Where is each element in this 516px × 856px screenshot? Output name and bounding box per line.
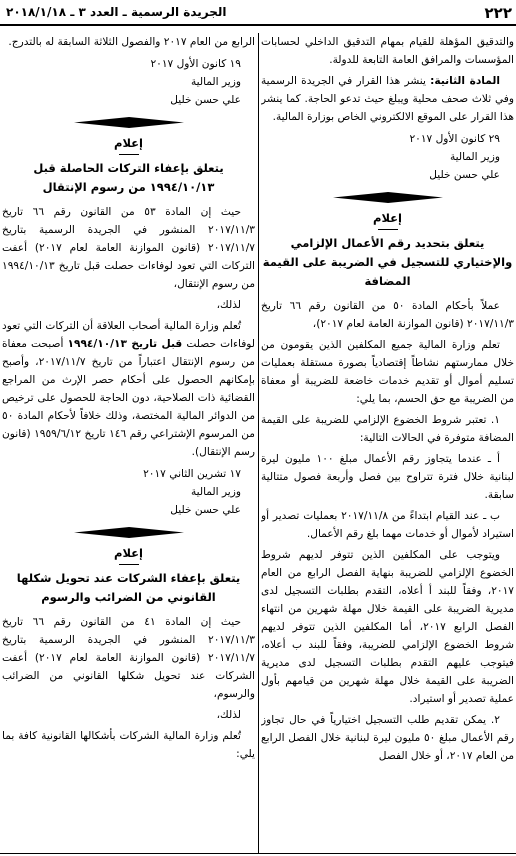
notice-paragraph: ٢. يمكن تقديم طلب التسجيل اختيارياً في حال تجاوز رقم الأعمال مبلغ ٥٠ مليون ليرة لبنانية خلال الفصل الرابع من العام ٢٠١٧، أو خلال الفصل	[261, 714, 514, 762]
article-two-text: ينشر هذا القرار في الجريدة الرسمية وفي ثلاث صحف محلية ويبلغ حيث تدعو الحاجة. كما ينشر هذا القرار على الموقع الالكتروني الخاص بوزارة المالية.	[261, 75, 514, 123]
notice-paragraph	[2, 317, 255, 461]
notice-paragraph: تعلم وزارة المالية جميع المكلفين الذين يقومون من خلال ممارستهم نشاطاً إقتصادياً بصورة مستقلة بعمليات تسليم أموال أو تقديم خدمات خاضعة للضريبة أو معفاة من الضريبة مع حق الحسم، بما يلي:	[261, 339, 514, 405]
notice-bold-date: قبل تاريخ ١٩٩٤/١٠/١٣	[67, 338, 183, 350]
notice-paragraph: حيث إن المادة ٥٣ من القانون رقم ٦٦ تاريخ ٢٠١٧/١١/٣ المنشور في الجريدة الرسمية بتاريخ ٢٠١٧/١١/٧ (قانون الموازنة العامة لعام ٢٠١٧) أعفت التركات التي تعود لوفاءات حصلت قبل تاريخ ١٩٩٤/١٠/١٣ من رسوم الإنتقال،	[2, 206, 255, 290]
notice-text: أصبحت معفاة من رسوم الإنتقال اعتباراً من تاريخ ٢٠١٧/١١/٧، وأصبح بإمكانهم الحصول على أحكام حصر الإرث من المراجع القضائية ذات الصلاحية، دون الحاجة للحصول على ترخيص من الدوائر المالية المختصة، وذلك خلافاً لأحكام المادة ٥٠ من المرسوم الإشتراعي رقم ١٤٦ تاريخ ١٩٥٩/٦/١٢ (قانون رسم الإنتقال).	[2, 338, 255, 458]
notice-title-rule	[378, 229, 398, 230]
notice-title: إعلام	[114, 136, 143, 150]
divider-ornament	[74, 527, 184, 538]
intro-paragraph: والتدقيق المؤهلة للقيام بمهام التدقيق الداخلي لحسابات المؤسسات والمرافق العامة التابعة للدولة.	[261, 36, 514, 66]
notice-subject: يتعلق بتحديد رقم الأعمال الإلزامي والإختياري للتسجيل في الضريبة على القيمة المضافة	[262, 236, 513, 288]
notice-title: إعلام	[114, 546, 143, 560]
signer-name: علي حسن خليل	[429, 169, 500, 181]
signer-name: علي حسن خليل	[170, 504, 241, 516]
notice-paragraph: تُعلم وزارة المالية الشركات بأشكالها القانونية كافة بما يلي:	[2, 730, 255, 760]
right-column	[261, 33, 514, 853]
notice-paragraph: أ ـ عندما يتجاوز رقم الأعمال مبلغ ١٠٠ مليون ليرة لبنانية خلال فترة تتراوح بين فصل وأربعة فصول متتالية سابقة.	[261, 453, 514, 501]
therefore-line: لذلك،	[216, 299, 241, 311]
notice-title: إعلام	[373, 211, 402, 225]
signer-name: علي حسن خليل	[170, 94, 241, 106]
notice-subject: يتعلق بإعفاء التركات الحاصلة قبل ١٩٩٤/١٠/١٣ من رسوم الإنتقال	[33, 161, 224, 194]
notice-paragraph: عملاً بأحكام المادة ٥٠ من القانون رقم ٦٦ تاريخ ٢٠١٧/١١/٣ (قانون الموازنة العامة لعام ٢٠١٧)،	[261, 300, 514, 330]
notice-paragraph: ١. تعتبر شروط الخضوع الإلزامي للضريبة على القيمة المضافة متوفرة في الحالات التالية:	[261, 414, 514, 444]
signer-title: وزير المالية	[449, 151, 500, 163]
notice-paragraph: ويتوجب على المكلفين الذين تتوفر لديهم شروط الخضوع الإلزامي للضريبة بنهاية الفصل الرابع من العام ٢٠١٧، وفقاً للبند أ أعلاه، التقدم بطلبات التسجيل لدى مديرية الضريبة على القيمة خلال مهلة شهرين من انتهاء الفصل الرابع ٢٠١٧، أما المكلفين الذين تتوفر لديهم شروط الخضوع الإلزامي للضريبة، وفقاً للبند ب أعلاه، فيتوجب عليهم التقدم بطلبات التسجيل لدى مديرية الضريبة على القيمة خلال مهلة شهرين من قيامهم بأول عملية تصدير أو استيراد.	[261, 549, 514, 705]
continued-paragraph: الرابع من العام ٢٠١٧ والفصول الثلاثة السابقة له بالتدرج.	[8, 36, 255, 48]
article-two-label: المادة الثانية:	[430, 75, 500, 87]
notice-subject: يتعلق بإعفاء الشركات عند تحويل شكلها القانوني من الضرائب والرسوم	[16, 571, 241, 604]
page-header	[0, 0, 516, 30]
signer-title: وزير المالية	[190, 76, 241, 88]
signature-date: ١٩ كانون الأول ٢٠١٧	[150, 58, 241, 70]
signature-date: ٢٩ كانون الأول ٢٠١٧	[409, 133, 500, 145]
notice-title-rule	[119, 154, 139, 155]
divider-ornament	[333, 192, 443, 203]
notice-paragraph: ب ـ عند القيام ابتداءً من ٢٠١٧/١١/٨ بعمليات تصدير أو استيراد لأموال أو خدمات مهما بلغ رقم الأعمال.	[261, 510, 514, 540]
notice-title-rule	[119, 564, 139, 565]
notice-paragraph: حيث إن المادة ٤١ من القانون رقم ٦٦ تاريخ ٢٠١٧/١١/٣ المنشور في الجريدة الرسمية بتاريخ ٢٠١٧/١١/٧ (قانون الموازنة العامة لعام ٢٠١٧) أعفت الشركات عند تحويل شكلها القانوني من الضرائب والرسوم،	[2, 616, 255, 700]
divider-ornament	[74, 117, 184, 128]
signer-title: وزير المالية	[190, 486, 241, 498]
column-separator	[258, 33, 259, 853]
signature-date: ١٧ تشرين الثاني ٢٠١٧	[143, 468, 241, 480]
notice-text: تُعلم وزارة المالية أصحاب العلاقة أن التركات التي تعود لوفاءات حصلت	[2, 320, 255, 350]
header-rule	[0, 24, 516, 26]
therefore-line: لذلك،	[216, 709, 241, 721]
issue-title: الجريدة الرسمية ـ العدد ٣ ـ ٢٠١٨/١/١٨	[6, 5, 227, 19]
page-number: ٢٢٢	[484, 4, 512, 22]
left-column	[2, 33, 255, 853]
article-two	[261, 72, 514, 126]
footer-rule	[0, 853, 516, 854]
